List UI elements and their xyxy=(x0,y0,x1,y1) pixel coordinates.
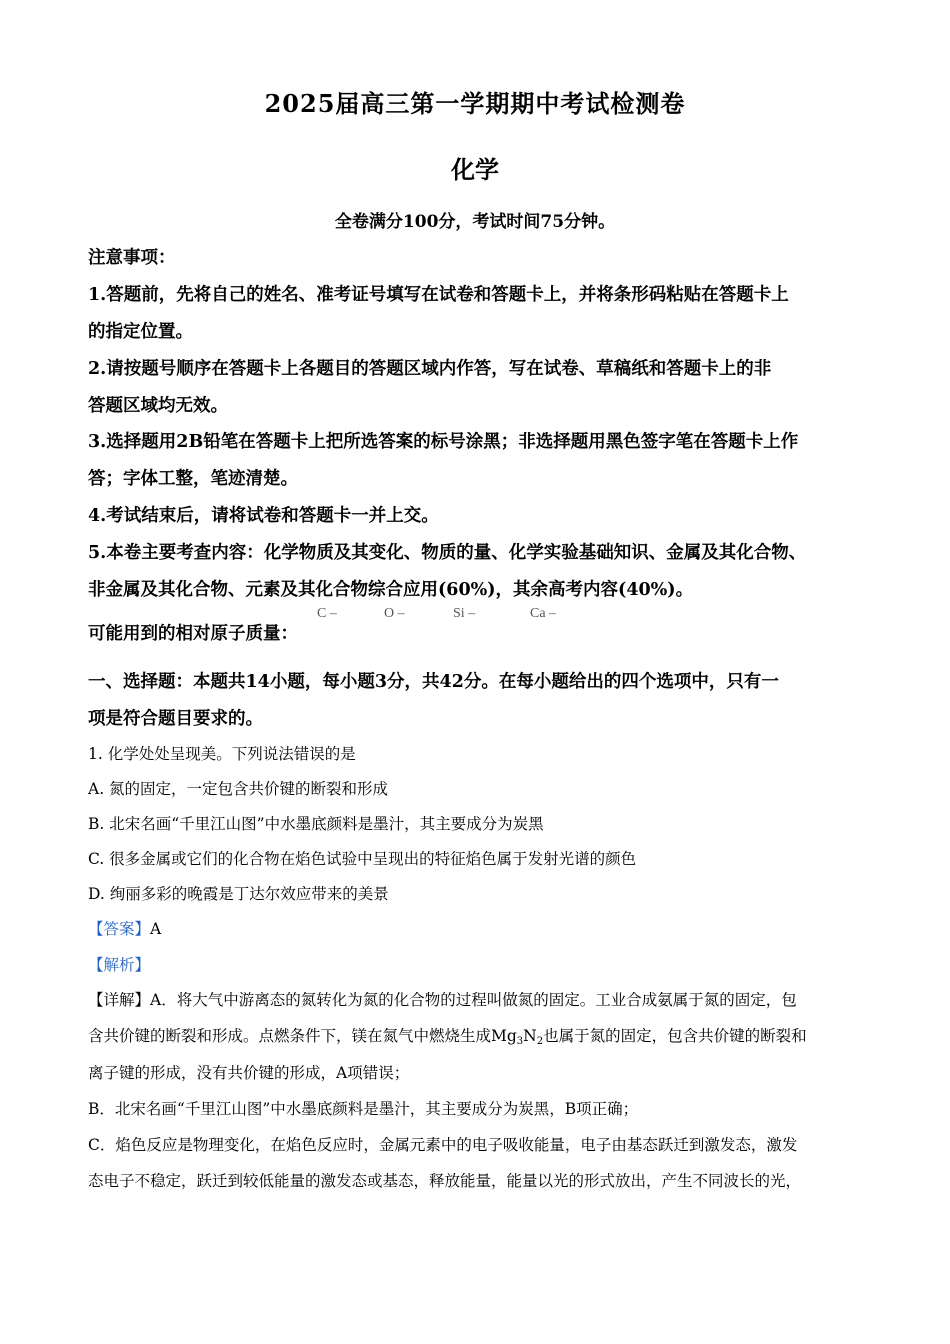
detail-line xyxy=(88,1024,868,1047)
analysis-tag: 【解析】 xyxy=(88,956,151,974)
option-d: D. 绚丽多彩的晚霞是丁达尔效应带来的美景 xyxy=(88,885,389,903)
notice-line: 答；字体工整，笔迹清楚。 xyxy=(88,469,298,489)
detail-line: 离子键的形成，没有共价键的形成，A项错误； xyxy=(88,1064,410,1082)
detail-line: C．焰色反应是物理变化，在焰色反应时，金属元素中的电子吸收能量，电子由基态跃迁到激发态，激发 xyxy=(88,1136,798,1154)
answer-value: A xyxy=(150,920,162,938)
atom-ca: Ca – xyxy=(530,606,557,621)
notice-line: 5.本卷主要考查内容：化学物质及其变化、物质的量、化学实验基础知识、金属及其化合物、 xyxy=(88,543,807,563)
option-b: B. 北宋名画“千里江山图”中水墨底颜料是墨汁，其主要成分为炭黑 xyxy=(88,815,544,833)
detail-line: 态电子不稳定，跃迁到较低能量的激发态或基态，释放能量，能量以光的形式放出，产生不同波长的光， xyxy=(88,1172,802,1190)
detail-tag: 【详解】 xyxy=(88,991,151,1009)
score-time-line: 全卷满分100分，考试时间75分钟。 xyxy=(334,212,616,232)
subscript: 3 xyxy=(516,1036,524,1047)
subject-title: 化学 xyxy=(451,155,499,184)
atom-si: Si – xyxy=(453,606,476,621)
section-heading-cont: 项是符合题目要求的。 xyxy=(88,709,263,729)
atomic-mass-label: 可能用到的相对原子质量： xyxy=(88,624,298,644)
notice-line: 4.考试结束后，请将试卷和答题卡一并上交。 xyxy=(88,506,439,526)
section-heading: 一、选择题：本题共14小题，每小题3分，共42分。在每小题给出的四个选项中，只有一 xyxy=(88,672,779,692)
notice-heading: 注意事项： xyxy=(88,248,176,268)
option-a: A. 氮的固定，一定包含共价键的断裂和形成 xyxy=(88,780,389,798)
notice-line: 答题区域均无效。 xyxy=(88,396,228,416)
answer-line xyxy=(88,917,868,939)
detail-text: N xyxy=(523,1027,537,1045)
detail-text: 也属于氮的固定，包含共价键的断裂和 xyxy=(543,1027,807,1045)
question-stem: 1. 化学处处呈现美。下列说法错误的是 xyxy=(88,745,356,763)
detail-line xyxy=(88,988,868,1010)
notice-line: 的指定位置。 xyxy=(88,322,193,342)
notice-line: 3.选择题用2B铅笔在答题卡上把所选答案的标号涂黑；非选择题用黑色签字笔在答题卡上作 xyxy=(88,432,799,452)
answer-tag: 【答案】 xyxy=(88,920,151,938)
atomic-mass-row xyxy=(88,604,788,648)
option-c: C. 很多金属或它们的化合物在焰色试验中呈现出的特征焰色属于发射光谱的颜色 xyxy=(88,850,637,868)
detail-text: 含共价键的断裂和形成。点燃条件下，镁在氮气中燃烧生成Mg xyxy=(88,1027,517,1045)
subscript: 2 xyxy=(536,1036,544,1047)
exam-title: 2025届高三第一学期期中考试检测卷 xyxy=(264,89,686,118)
detail-text: A．将大气中游离态的氮转化为氮的化合物的过程叫做氮的固定。工业合成氨属于氮的固定，包 xyxy=(150,991,797,1009)
atom-c: C – xyxy=(317,606,337,621)
notice-line: 非金属及其化合物、元素及其化合物综合应用(60%)，其余高考内容(40%)。 xyxy=(88,580,694,600)
notice-line: 1.答题前，先将自己的姓名、准考证号填写在试卷和答题卡上，并将条形码粘贴在答题卡上 xyxy=(88,285,789,305)
detail-line: B．北宋名画“千里江山图”中水墨底颜料是墨汁，其主要成分为炭黑，B项正确； xyxy=(88,1100,639,1118)
atom-o: O – xyxy=(384,606,405,621)
notice-line: 2.请按题号顺序在答题卡上各题目的答题区域内作答，写在试卷、草稿纸和答题卡上的非 xyxy=(88,359,772,379)
